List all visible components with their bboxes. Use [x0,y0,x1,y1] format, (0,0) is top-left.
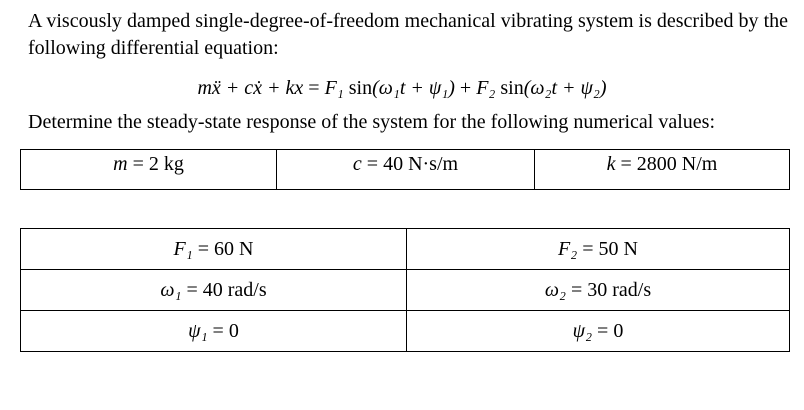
param-symbol: m [113,153,128,175]
table-row [21,150,790,190]
param-symbol: F₂ [558,237,578,260]
param-value: 0 [613,319,624,342]
param-equals: = [181,278,203,301]
equation-term2-sin: sin [495,77,524,99]
param-equals: = [615,153,637,175]
param-value: 2800 N/m [636,153,718,175]
frequency-cell-2 [407,270,790,311]
param-symbol: ψ₂ [572,319,593,342]
param-symbol: ω₁ [160,278,182,301]
phase-cell-1 [21,311,407,352]
param-symbol: c [352,153,362,175]
param-equals: = [361,153,384,175]
param-symbol: ψ₁ [188,319,208,342]
param-value: 40 N·s/m [383,153,459,175]
parameters-table [20,149,790,190]
equation-lhs: mẍ + cẋ + kx [197,77,304,99]
param-equals: = [192,237,214,260]
param-symbol: F₁ [173,237,193,260]
equation-equals: = [303,77,325,99]
differential-equation [0,77,804,100]
param-value: 2 kg [148,153,184,175]
problem-intro: A viscously damped single-degree-of-freedom mechanical vibrating system is described by the following differential equation: [28,10,788,59]
force-cell-1 [21,229,407,270]
equation-term1-arg: (ω₁t + ψ₁) [372,77,455,99]
force-cell-2 [407,229,790,270]
problem-instruction: Determine the steady-state response of the system for the following numerical values: [28,111,716,133]
equation-plus: + [454,77,477,99]
param-equals: = [127,153,149,175]
param-cell-mass [21,150,277,190]
table-row [21,311,790,352]
param-cell-damping [277,150,535,190]
phase-cell-2 [407,311,790,352]
param-value: 30 rad/s [587,278,652,301]
frequency-cell-1 [21,270,407,311]
table-row [21,229,790,270]
param-symbol: k [606,153,616,175]
param-cell-stiffness [535,150,790,190]
param-value: 40 rad/s [202,278,267,301]
param-value: 50 N [598,237,638,260]
param-value: 60 N [214,237,254,260]
param-equals: = [592,319,614,342]
param-equals: = [565,278,588,301]
forces-table [20,228,790,352]
equation-term2-coef: F₂ [476,77,496,99]
param-equals: = [577,237,599,260]
equation-term1-sin: sin [343,77,373,99]
equation-term2-arg: (ω₂t + ψ₂) [523,77,607,99]
equation-term1-coef: F₁ [324,77,344,99]
param-value: 0 [228,319,239,342]
param-symbol: ω₂ [544,278,566,301]
table-row [21,270,790,311]
param-equals: = [207,319,229,342]
